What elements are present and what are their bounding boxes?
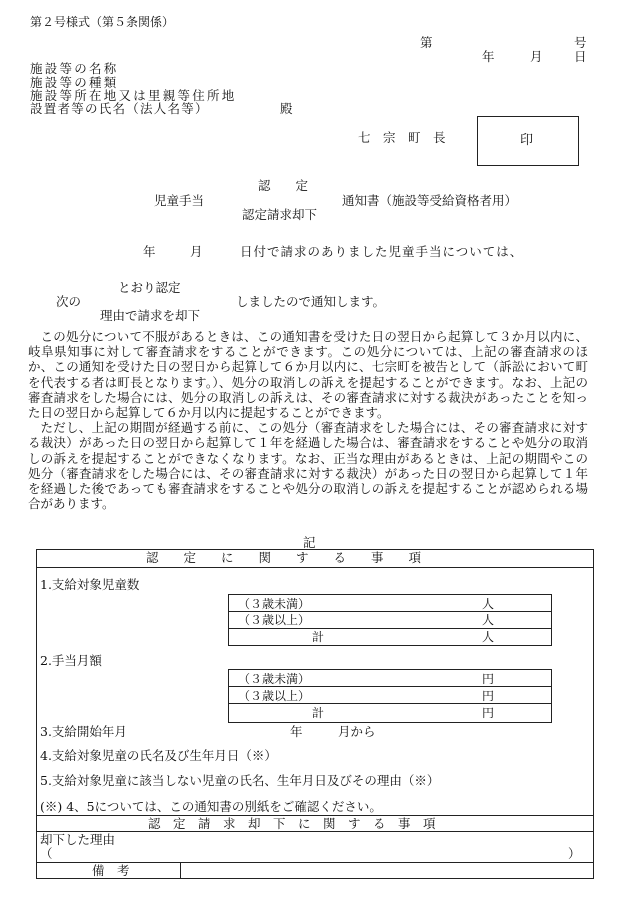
child-under3-unit: 人	[482, 597, 495, 611]
document-number-label: 第	[420, 35, 433, 50]
reason-paren-close: ）	[568, 846, 581, 861]
facility-name-label: 施設等の名称	[30, 61, 119, 76]
divider	[228, 703, 551, 704]
child-under3-label: （３歳未満）	[238, 597, 311, 611]
divider	[180, 862, 181, 878]
option-tail: しましたので通知します。	[236, 294, 386, 309]
divider	[228, 628, 551, 629]
divider	[36, 831, 593, 832]
title-nintei: 認 定	[258, 178, 309, 193]
amount-under3-unit: 円	[482, 672, 495, 686]
title-suffix: 通知書（施設等受給資格者用）	[342, 193, 518, 208]
rejection-reason-label: 却下した理由	[40, 832, 116, 847]
remarks-label: 備 考	[92, 863, 130, 878]
appeal-notice	[28, 329, 588, 511]
amount-over3-unit: 円	[482, 689, 495, 703]
divider	[228, 611, 551, 612]
child-over3-label: （３歳以上）	[238, 613, 311, 627]
reason-paren-open: （	[40, 846, 53, 861]
issuer-name: 七 宗 町 長	[358, 130, 446, 145]
request-date-year: 年	[143, 244, 156, 259]
item-child-count: 1.支給対象児童数	[40, 577, 140, 592]
option-next: 次の	[56, 294, 82, 309]
amount-under3-label: （３歳未満）	[238, 672, 311, 686]
facility-address-label: 施設等所在地又は里親等住所地	[30, 88, 237, 103]
amount-total-label: 計	[312, 706, 325, 720]
item-non-eligible-children: 5.支給対象児童に該当しない児童の氏名、生年月日及びその理由（※）	[40, 773, 440, 788]
request-date-month: 月	[190, 244, 203, 259]
appendix-note: (※) 4、5については、この通知書の別紙をご確認ください。	[40, 799, 382, 814]
divider	[36, 567, 593, 568]
founder-name-label: 設置者等の氏名（法人名等）	[30, 101, 209, 116]
date-year: 年	[482, 49, 495, 64]
ki-label: 記	[303, 535, 316, 550]
option-reject: 理由で請求を却下	[100, 308, 201, 323]
appeal-paragraph-1: この処分について不服があるときは、この通知書を受けた日の翌日から起算して３か月以内に、岐阜県知事に対して審査請求をすることができます。この処分については、上記の審査請求のほか、この通知を受けた日の翌日から起算して６か月以内に、七宗町を被告として（訴訟において町を代表する者は町長となります。）、処分の取消しの訴えを提起することができます。なお、上記の審査請求をした場合には、処分の取消しの訴えは、その審査請求に対する裁決があったことを知った日の翌日から起算して６か月以内に提起することができます。	[28, 329, 588, 421]
section-approval-header: 認 定 に 関 す る 事 項	[146, 550, 422, 565]
document-number-suffix: 号	[574, 35, 587, 50]
form-number: 第２号様式（第５条関係）	[30, 15, 175, 29]
item-monthly-amount: 2.手当月額	[40, 653, 102, 668]
child-over3-unit: 人	[482, 613, 495, 627]
amount-over3-label: （３歳以上）	[238, 689, 311, 703]
title-prefix: 児童手当	[154, 193, 205, 208]
title-rejection: 認定請求却下	[242, 207, 318, 222]
facility-type-label: 施設等の種類	[30, 75, 119, 90]
section-rejection-header: 認 定 請 求 却 下 に 関 す る 事 項	[148, 816, 436, 831]
date-day: 日	[574, 49, 587, 64]
amount-total-unit: 円	[482, 706, 495, 720]
item-start-month: 3.支給開始年月	[40, 724, 127, 739]
start-year-label: 年	[290, 724, 303, 739]
child-total-label: 計	[312, 630, 325, 644]
honorific: 殿	[280, 101, 293, 116]
seal-mark: 印	[520, 133, 534, 148]
child-total-unit: 人	[482, 630, 495, 644]
date-month: 月	[530, 49, 543, 64]
appeal-paragraph-2: ただし、上記の期間が経過する前に、この処分（審査請求をした場合には、その審査請求に対する裁決）があった日の翌日から起算して１年を経過した場合は、審査請求をすることや処分の取消しの訴えを提起することができなくなります。なお、正当な理由があるときは、上記の期間やこの処分（審査請求をした場合には、その審査請求に対する裁決）があった日の翌日から起算して１年を経過した後であっても審査請求をすることや処分の取消しの訴えを提起することが認められる場合があります。	[28, 420, 588, 512]
option-approve: とおり認定	[118, 280, 181, 295]
divider	[228, 686, 551, 687]
start-month-label: 月から	[338, 724, 376, 739]
item-child-names: 4.支給対象児童の氏名及び生年月日（※）	[40, 748, 277, 763]
request-date-text: 日付で請求のありました児童手当については、	[240, 244, 524, 259]
